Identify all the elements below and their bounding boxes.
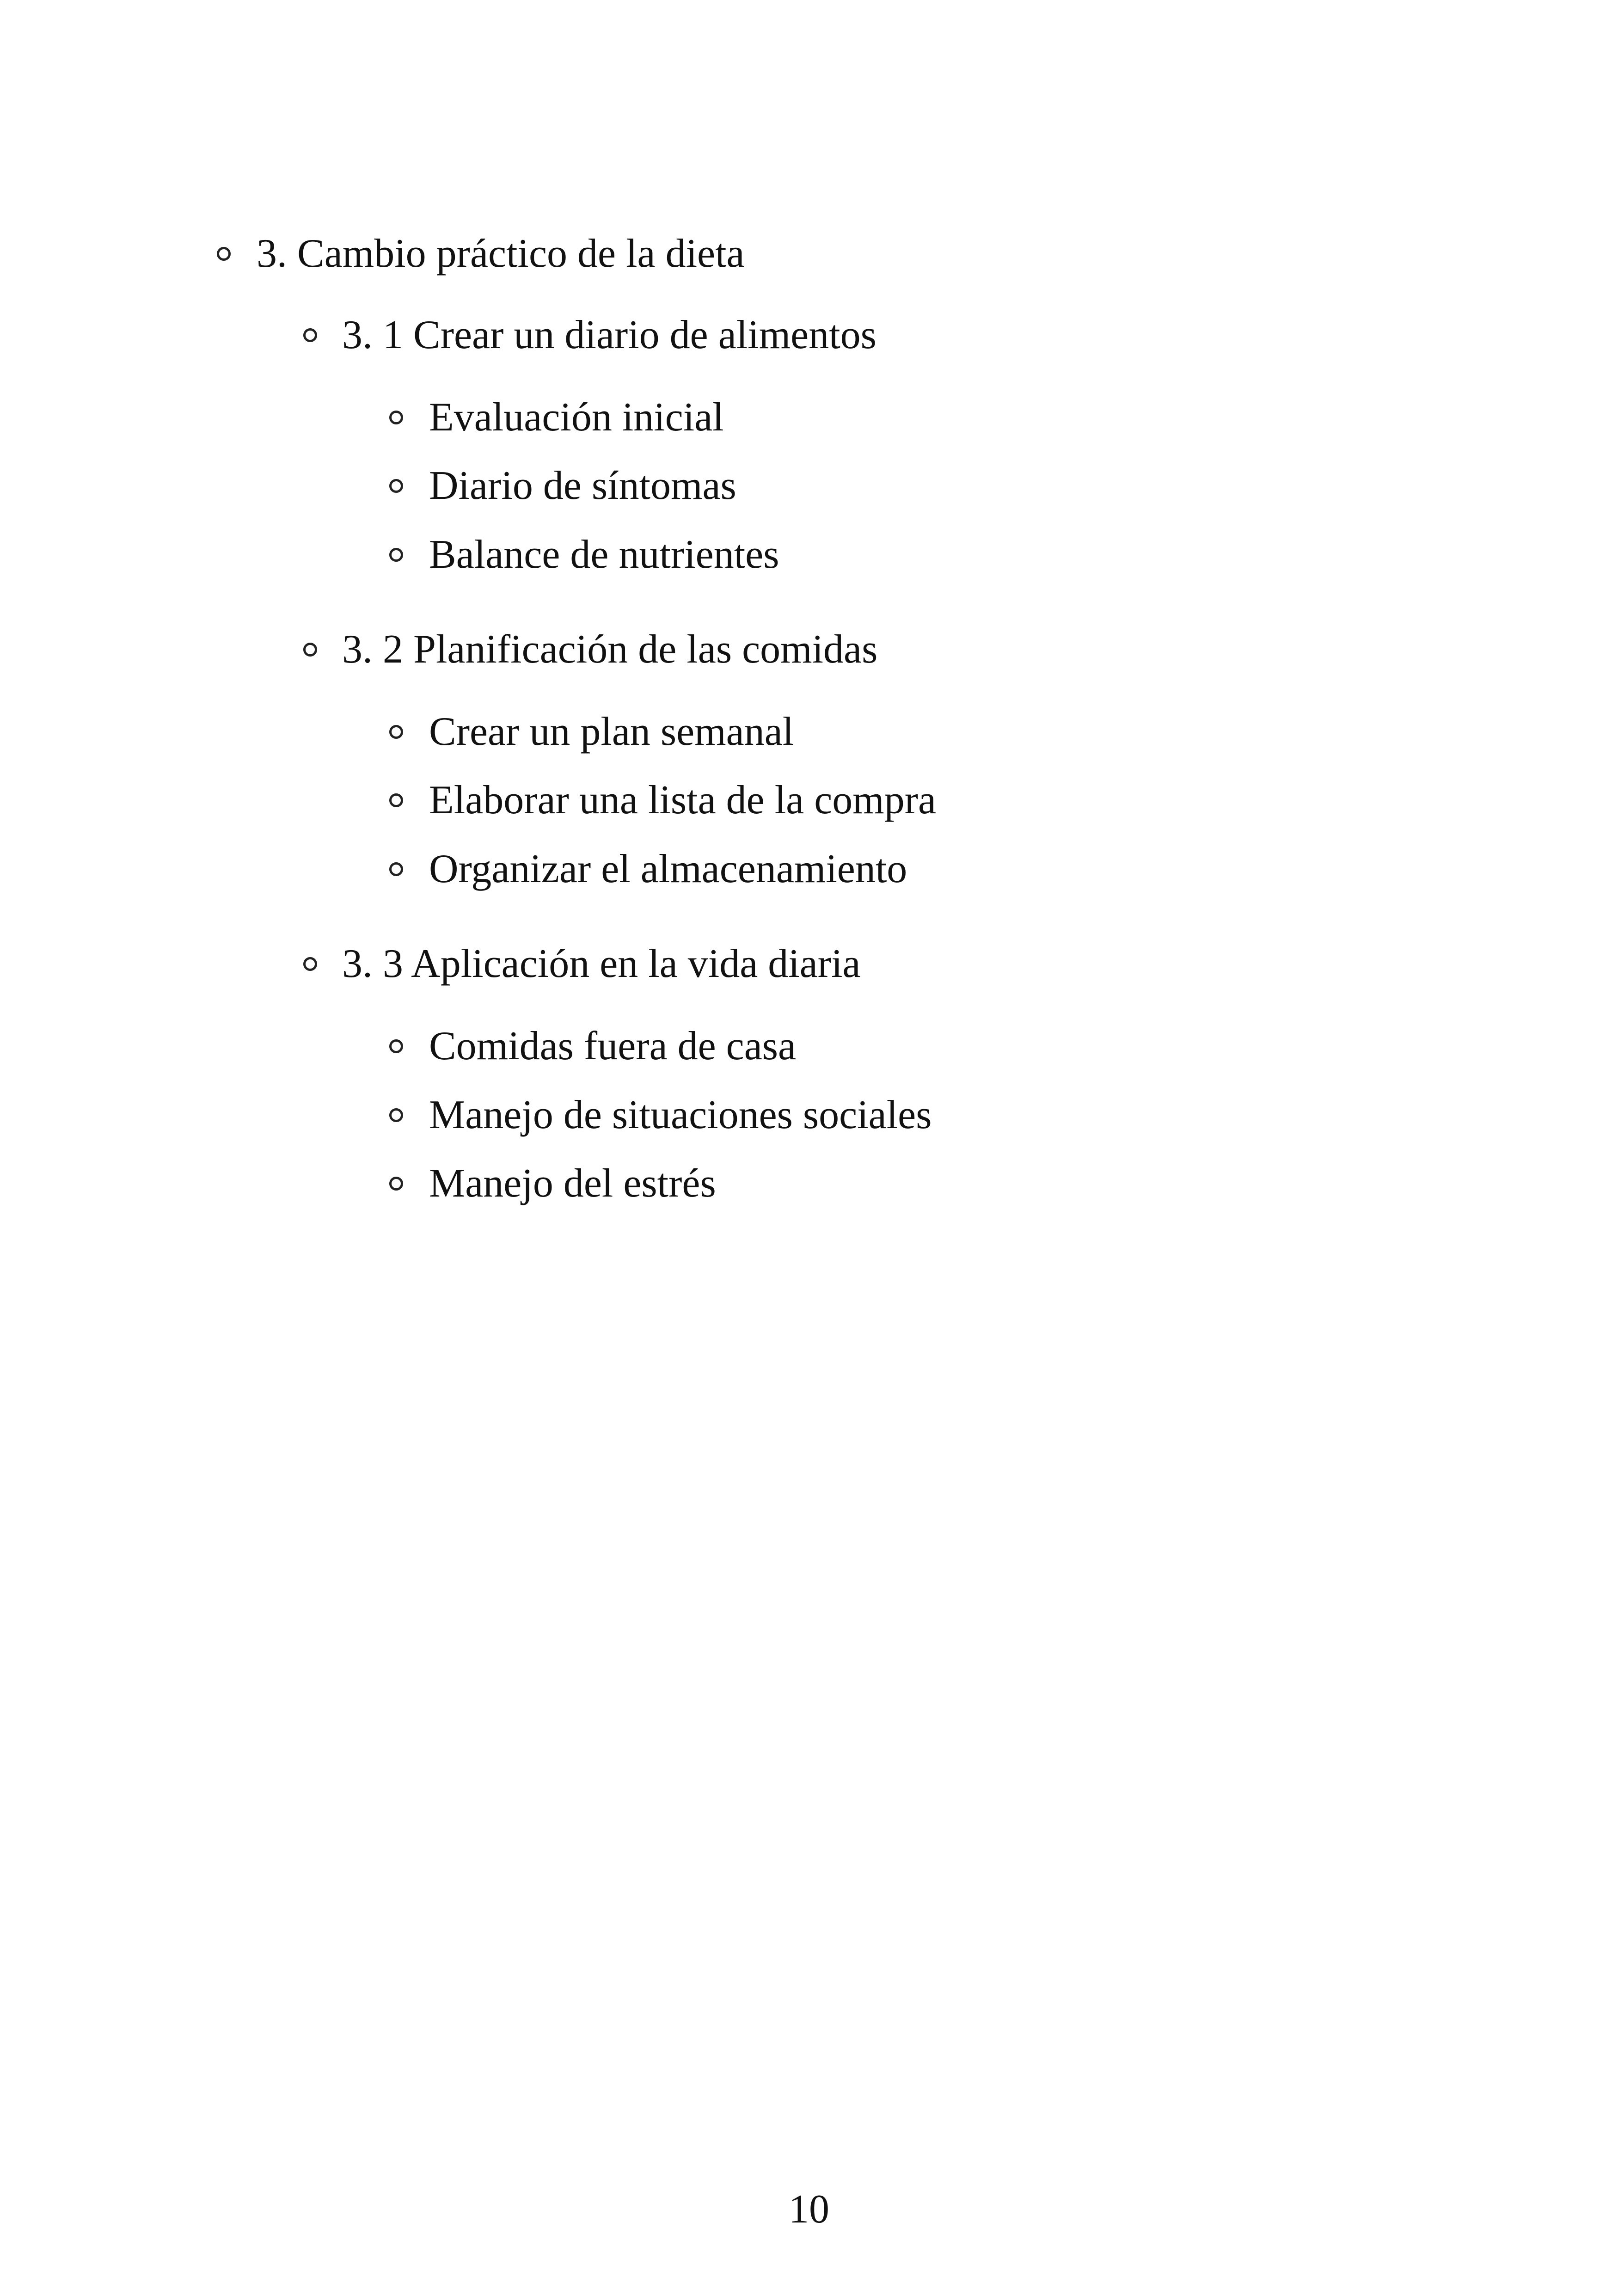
subsection-title: 3. 2 Planificación de las comidas: [342, 627, 878, 672]
bullet-circle-icon: [389, 725, 403, 739]
list-item: Crear un plan semanal: [429, 709, 794, 754]
bullet-circle-icon: [303, 643, 317, 657]
list-item: Evaluación inicial: [429, 395, 724, 440]
section-title: 3. Cambio práctico de la dieta: [257, 231, 745, 276]
bullet-circle-icon: [389, 862, 403, 876]
bullet-circle-icon: [389, 793, 403, 807]
list-item: Balance de nutrientes: [429, 532, 779, 577]
list-item: Manejo de situaciones sociales: [429, 1093, 932, 1137]
list-item: Comidas fuera de casa: [429, 1024, 797, 1068]
bullet-circle-icon: [389, 411, 403, 424]
list-item: Diario de síntomas: [429, 463, 736, 508]
subsection-title: 3. 3 Aplicación en la vida diaria: [342, 941, 861, 986]
subsection-title: 3. 1 Crear un diario de alimentos: [342, 313, 876, 357]
bullet-circle-icon: [389, 1039, 403, 1053]
bullet-circle-icon: [389, 548, 403, 562]
list-item: Organizar el almacenamiento: [429, 847, 907, 891]
list-item: Manejo del estrés: [429, 1161, 716, 1206]
bullet-circle-icon: [389, 1108, 403, 1122]
list-item: Elaborar una lista de la compra: [429, 778, 937, 823]
page-number: 10: [789, 2187, 829, 2232]
bullet-circle-icon: [217, 247, 231, 261]
bullet-circle-icon: [389, 479, 403, 493]
bullet-circle-icon: [389, 1177, 403, 1191]
bullet-circle-icon: [303, 328, 317, 342]
bullet-circle-icon: [303, 957, 317, 971]
